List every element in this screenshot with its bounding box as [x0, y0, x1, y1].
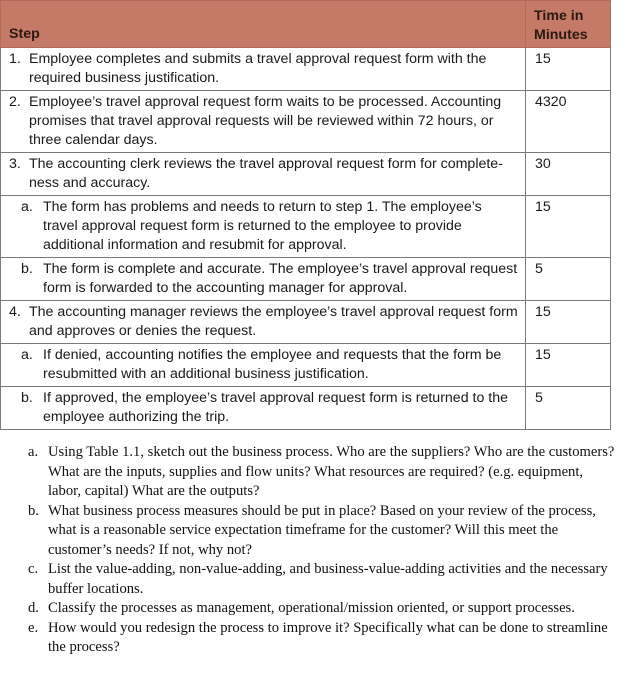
step-text: Employee completes and submits a travel approval request form with the required business justification. — [29, 51, 487, 86]
table-row — [1, 91, 611, 153]
step-cell — [1, 344, 526, 387]
step-cell — [1, 153, 526, 196]
question-letter: c. — [28, 561, 39, 577]
step-column-header: Step — [1, 1, 526, 48]
table-row — [1, 153, 611, 196]
step-cell — [1, 387, 526, 430]
step-text: The form has problems and needs to return to step 1. The employee’s travel approval request form is returned to the employee to provide additional information and resubmit for approval. — [43, 199, 482, 253]
step-cell — [1, 196, 526, 258]
question-list — [28, 443, 618, 658]
step-cell — [1, 301, 526, 344]
time-header-line-1: Time in — [534, 8, 584, 24]
step-text: The accounting manager reviews the employee’s travel approval request form and approves or denies the request. — [29, 304, 518, 339]
table-row — [1, 387, 611, 430]
table-row — [1, 196, 611, 258]
question-item — [28, 599, 618, 619]
table-row — [1, 344, 611, 387]
substep-letter: b. — [21, 390, 33, 406]
table-row — [1, 301, 611, 344]
time-header-line-2: Minutes — [534, 27, 588, 43]
time-cell: 5 — [526, 258, 611, 301]
question-text: What business process measures should be put in place? Based on your review of the process, what is a reasonable service expectation timeframe for the customer? Will this meet the customer’s needs? If not, why not? — [48, 502, 596, 558]
time-cell: 30 — [526, 153, 611, 196]
question-letter: a. — [28, 444, 39, 460]
time-cell: 15 — [526, 301, 611, 344]
step-text: The form is complete and accurate. The employee’s travel approval request form is forwarded to the accounting manager for approval. — [43, 261, 518, 296]
time-cell: 5 — [526, 387, 611, 430]
step-text: The accounting clerk reviews the travel approval request form for complete-ness and accuracy. — [29, 156, 503, 191]
substep-letter: b. — [21, 261, 33, 277]
table-row — [1, 258, 611, 301]
step-text: Employee’s travel approval request form waits to be processed. Accounting promises that travel approval requests will be reviewed within 72 hours, or three calendar days. — [29, 94, 502, 148]
question-text: How would you redesign the process to improve it? Specifically what can be done to streamline the process? — [48, 619, 608, 655]
step-text: If denied, accounting notifies the employee and requests that the form be resubmitted with an additional business justification. — [43, 347, 502, 382]
step-cell — [1, 258, 526, 301]
table-row — [1, 48, 611, 91]
question-letter: d. — [28, 600, 39, 616]
question-text: List the value-adding, non-value-adding, and business-value-adding activities and the necessary buffer locations. — [48, 561, 608, 597]
question-item — [28, 619, 618, 658]
question-text: Classify the processes as management, operational/mission oriented, or support processes. — [48, 600, 575, 616]
question-letter: e. — [28, 619, 39, 636]
time-cell: 4320 — [526, 91, 611, 153]
step-text: If approved, the employee’s travel approval request form is returned to the employee authorizing the trip. — [43, 390, 509, 425]
step-number: 1. — [9, 51, 21, 67]
question-text: Using Table 1.1, sketch out the business process. Who are the suppliers? Who are the customers? What are the inputs, supplies and flow units? What resources are required? (e.g. equipment, labor, capital) What are the outputs? — [48, 444, 615, 499]
step-cell — [1, 48, 526, 91]
substep-letter: a. — [21, 199, 33, 215]
step-number: 2. — [9, 94, 21, 110]
question-letter: b. — [28, 502, 39, 519]
question-item — [28, 443, 618, 502]
question-item — [28, 560, 618, 599]
table-header-row — [1, 1, 611, 48]
time-cell: 15 — [526, 48, 611, 91]
step-number: 4. — [9, 304, 21, 320]
time-cell: 15 — [526, 344, 611, 387]
time-cell: 15 — [526, 196, 611, 258]
substep-letter: a. — [21, 347, 33, 363]
step-cell — [1, 91, 526, 153]
time-column-header — [526, 1, 611, 48]
question-item — [28, 502, 618, 561]
step-number: 3. — [9, 156, 21, 172]
